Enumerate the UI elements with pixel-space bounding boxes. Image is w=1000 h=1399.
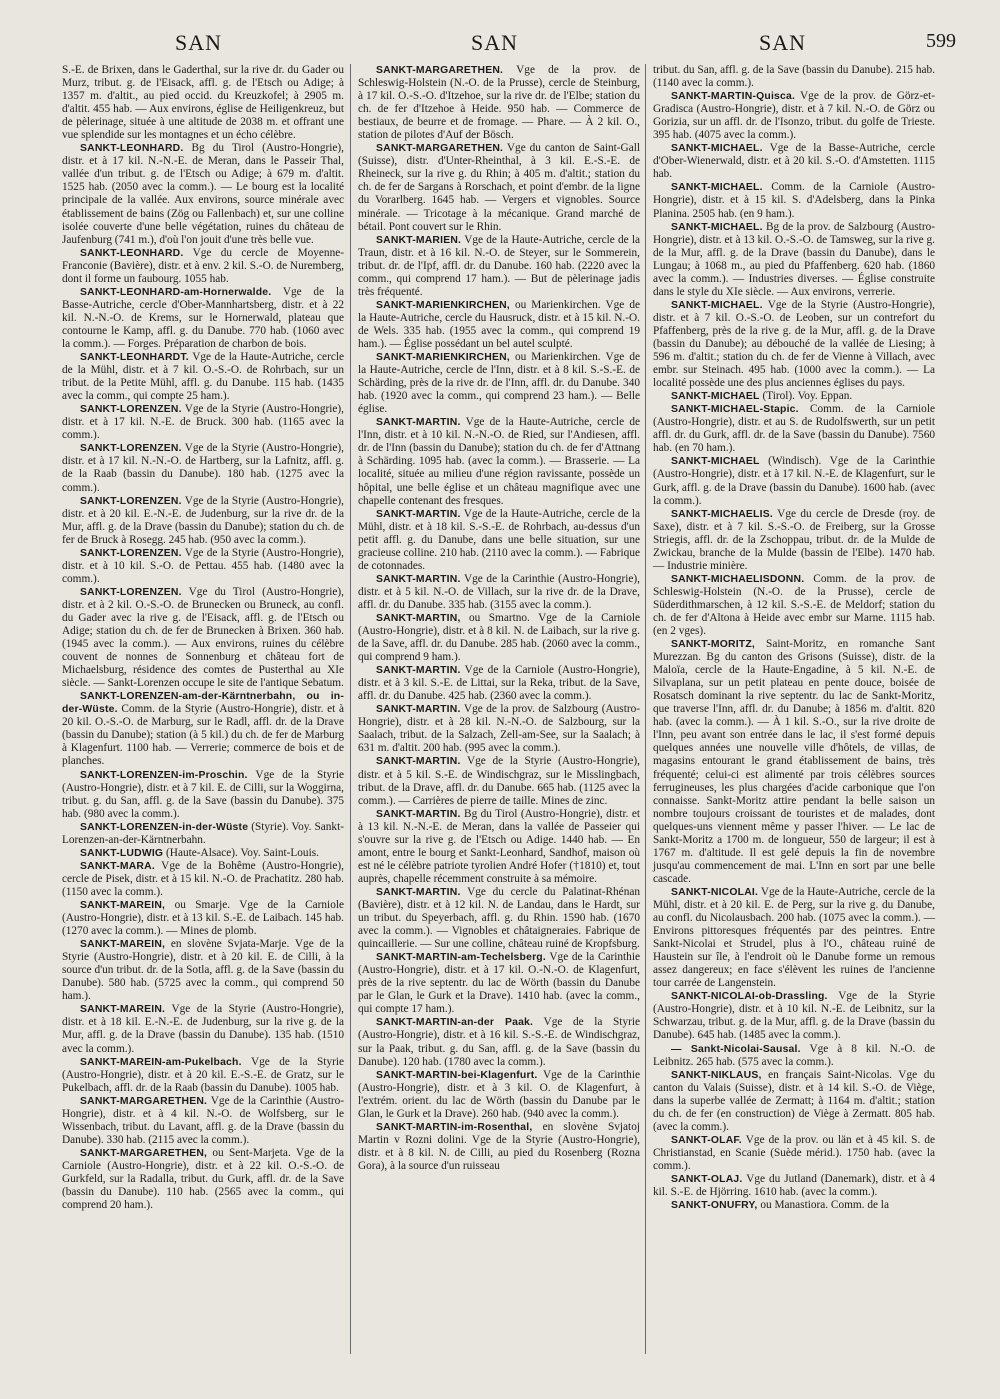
dictionary-entry [62, 690, 344, 768]
dictionary-entry [62, 938, 344, 1003]
dictionary-entry [358, 951, 640, 1016]
entry-text: Vge de la Styrie (Austro-Hongrie), distr. et à 20 kil. E.-S.-E. de Gratz, sur le Pukelbach, affl. dr. de la Raab (bassin du Danube). 1005 hab. [62, 1055, 345, 1094]
entry-text: ou Marienkirchen. Vge de la Haute-Autriche, cercle du Hausruck, distr. et à 15 kil. N.-O. de Wels. 335 hab. (1955 avec la comm., qui comprend 19 ham.). — Église possédant un bel autel sculpté. [358, 298, 641, 350]
entry-headword: SANKT-ONUFRY, [671, 1200, 758, 1212]
entry-text: Vge de la prov. de Schleswig-Holstein (N.-O. de la Prusse), cercle de Steinburg, à 17 kil. O.-S.-O. d'Itzehoe, sur la rive dr. de l'Elbe; station du ch. de fer d'Itzehoe à Heide. 950 hab. — Commerce de bestiaux, de beurre et de fromage. — Phare. — À 2 kil. O., station de pilotes d'Auf der Bösch. [358, 64, 640, 142]
dictionary-entry [653, 142, 935, 181]
dictionary-entry [358, 64, 640, 142]
entry-headword: SANKT-NICOLAI-ob-Drassling. [671, 991, 828, 1003]
entry-text: S.-E. de Brixen, dans le Gaderthal, sur la rive dr. du Gader ou Murz, tribut. g. de l'Eisack, affl. g. de l'Etsch ou Adige; à 1357 m. d'altit., au pied occid. du Kreuzkofel; à 2905 m. d'altit. 455 hab. — Aux environs, église de Heiligenkreuz, but de pèlerinage, située à une altitude de 2038 m. et offrant une vue splendide sur les montagnes et un écho célèbre. [62, 64, 344, 142]
dictionary-entry [653, 299, 935, 390]
dictionary-entry [358, 612, 640, 664]
dictionary-entry [62, 1095, 344, 1147]
entry-text: Vge de la Haute-Autriche, cercle de la Traun, distr. et à 16 kil. N.-O. de Steyer, sur le Sommerein, tribut. dr. de l'Ipf, affl. dr. du Danube. 160 hab. (2220 avec la comm., qui comprend 17 ham.). — But de pèlerinage jadis très fréquenté. [358, 233, 641, 298]
entry-headword: SANKT-MARTIN. [376, 508, 461, 520]
entry-headword: SANKT-MARIENKIRCHEN, [376, 352, 510, 364]
entry-headword: SANKT-LORENZEN-im-Proschin. [80, 769, 248, 781]
dictionary-entry [358, 573, 640, 612]
dictionary-entry [62, 899, 344, 938]
dictionary-entry [358, 703, 640, 755]
entry-text: Vge de la Carinthie (Austro-Hongrie), distr. et à 3 kil. O. de Klagenfurt, à l'extrém. orient. du lac de Wörth (bassin du Danube par le Glan, le Gurk et la Drave). 260 hab. (940 avec la comm.). [358, 1068, 640, 1120]
column-rule [645, 64, 646, 1354]
dictionary-entry [358, 299, 640, 351]
entry-text: (Tirol). Voy. Eppan. [762, 390, 853, 403]
dictionary-entry [358, 1069, 640, 1121]
entry-headword: SANKT-LEONHARD. [80, 143, 184, 155]
entry-headword: SANKT-LORENZEN. [80, 404, 182, 416]
entry-headword: SANKT-MARGARETHEN, [80, 1147, 208, 1159]
entry-text: en slovène Svjata-Marje. Vge de la Styrie (Austro-Hongrie), distr. et à 20 kil. E. de Cilli, à la source d'un tribut. dr. de la Sotla, affl. g. de la Save (bassin du Danube). 580 hab. (5725 avec la comm., qui comprend 50 ham.). [62, 938, 344, 1003]
entry-text: Comm. de la prov. de Schleswig-Holstein (N.-O. de la Prusse), cercle de Süderdithmarschen, à 12 kil. S.-S.-E. de Meldorf; station du ch. de fer d'Altona à Heide avec embr sur Marne. 1115 hab. (en 2 vges). [653, 572, 935, 638]
dictionary-entry [62, 286, 344, 351]
entry-headword: SANKT-MARIEN. [376, 234, 462, 246]
entry-text: Vge du Jutland (Danemark), distr. et à 4 kil. S.-E. de Hjörring. 1610 hab. (avec la comm.). [653, 1172, 935, 1199]
entry-text: tribut. du San, affl. g. de la Save (bassin du Danube). 215 hab. (1140 avec la comm.). [653, 64, 935, 90]
dictionary-entry [653, 90, 935, 142]
dictionary-entry [653, 1069, 935, 1134]
entry-headword: SANKT-MICHAEL. [671, 299, 763, 311]
dictionary-entry [358, 234, 640, 299]
dictionary-entry [653, 990, 935, 1042]
entry-text: Vge du cercle de Moyenne-Franconie (Bavière), distr. et à env. 2 kil. S.-O. de Nuremberg, dont il forme un faubourg. 1055 hab. [62, 246, 345, 285]
entry-headword: SANKT-MARTIN-Quisca. [671, 91, 796, 103]
entry-headword: SANKT-MICHAELISDONN. [671, 573, 805, 585]
entry-text: Vge de la prov. de Görz-et-Gradisca (Austro-Hongrie), distr. et à 7 kil. N.-O. de Görz ou Gorizia, sur un affl. dr. de l'Isonzo, tribut. du golfe de Trieste. 395 hab. (4075 avec la comm.). [653, 90, 936, 142]
entry-headword: SANKT-MARTIN. [376, 665, 461, 677]
entry-headword: SANKT-LORENZEN. [80, 547, 182, 559]
entry-text: Comm. de la Styrie (Austro-Hongrie), distr. et à 20 kil. O.-S.-O. de Marburg, sur le Radl, affl. dr. de la Drave (bassin du Danube); station (à 5 kil.) du ch. de fer de Marburg à Klagenfurt. 1100 hab. — Verrerie; commerce de bois et de planches. [62, 703, 345, 768]
dictionary-entry [358, 508, 640, 573]
entry-headword: SANKT-LORENZEN-in-der-Wüste [80, 821, 249, 833]
entry-headword: SANKT-MICHAEL. [671, 143, 763, 155]
text-column-middle [358, 64, 640, 1173]
entry-text: (Styrie). Voy. Sankt-Lorenzen-an-der-Kärntnerbahn. [62, 820, 344, 846]
entry-text: Vge de la Styrie (Austro-Hongrie), distr. et à 18 kil. E.-N.-E. de Judenburg, sur la rive g. de la Mur, affl. g. de la Drave (bassin du Danube). 135 hab. (1510 avec la comm.). [62, 1003, 344, 1055]
entry-headword: SANKT-MICHAEL. [671, 182, 763, 194]
dictionary-entry [62, 247, 344, 286]
entry-text: ou Manastiora. Comm. de la [760, 1199, 889, 1212]
entry-text: Bg du Tirol (Austro-Hongrie), distr. et à 17 kil. N.-N.-E. de Meran, dans le Passeir Thal, vallée d'un tribut. g. de l'Etsch ou Adige; à 679 m. d'altit. 1525 hab. (2050 avec la comm.). — Le bourg est la localité principale de la vallée. Aux environs, source minérale avec établissement de bains (Zög ou Fallenbach) et, sur une colline isolée couverte d'une belle végétation, ruines du château de Jaufenburg (741 m.), d'où l'on jouit d'une très belle vue. [62, 142, 344, 246]
text-column-left [62, 64, 344, 1212]
entry-headword: SANKT-NICOLAI. [671, 886, 759, 898]
entry-headword: SANKT-MICHAEL-Stapic. [671, 404, 799, 416]
entry-headword: SANKT-LEONHARD-am-Hornerwalde. [80, 286, 272, 298]
entry-headword: SANKT-MARTIN-am-Techelsberg. [376, 952, 546, 964]
dictionary-entry [62, 64, 344, 142]
entry-headword: SANKT-LUDWIG [80, 847, 164, 859]
entry-headword: SANKT-NIKLAUS, [671, 1069, 762, 1081]
dictionary-entry [653, 1173, 935, 1199]
dictionary-entry [62, 547, 344, 586]
entry-text: Vge de la Carniole (Austro-Hongrie), distr. et à 3 kil. S.-E. de Littai, sur la Reka, tribut. de la Save, affl. dr. du Danube. 425 hab. (2360 avec la comm.). [358, 664, 640, 703]
dictionary-entry [653, 403, 935, 455]
entry-text: Bg de la prov. de Salzbourg (Austro-Hongrie), distr. et à 13 kil. O.-S.-O. de Tamsweg, sur la rive g. de la Mur, affl. g. de la Drave (bassin du Danube), dans le Lungau; à 1068 m., au pied du Pfaffenberg. 620 hab. (1860 avec la comm.). — Industries diverses. — Église construite dans le style du XIe siècle. — Aux environs, verrerie. [653, 220, 935, 298]
entry-text: Vge de la Bohême (Austro-Hongrie), cercle de Pisek, distr. et à 15 kil. N.-O. de Prachatitz. 280 hab. (1150 avec la comm.). [62, 859, 344, 898]
dictionary-entry [62, 351, 344, 403]
entry-text: Vge de la Styrie (Austro-Hongrie), distr. et à 7 kil. E. de Cilli, sur la Woggirna, tribut. g. du San, affl. g. de la Save (bassin du Danube). 375 hab. (980 avec la comm.). [62, 768, 345, 820]
entry-text: ou Sent-Marjeta. Vge de la Carniole (Austro-Hongrie), distr. et à 22 kil. O.-S.-O. de Gurkfeld, sur la Radalla, tribut. du Gurk, affl. dr. de la Save (bassin du Danube). 110 hab. (2565 avec la comm., qui comprend 20 ham.). [62, 1146, 344, 1212]
entry-text: (Haute-Alsace). Voy. Saint-Louis. [166, 846, 319, 859]
entry-headword: SANKT-MICHAEL [671, 391, 760, 403]
dictionary-entry [62, 442, 344, 494]
dictionary-entry [358, 351, 640, 416]
entry-text: en français Saint-Nicolas. Vge du canton du Valais (Suisse), distr. et à 14 kil. S.-O. de Viège, dans la superbe vallée de Zermatt; à 1164 m. d'altit.; station du ch. de fer (en construction) de Viège à Zermatt. 805 hab. (avec la comm.). [653, 1068, 935, 1133]
entry-text: Vge de la Styrie (Austro-Hongrie), distr. et à 17 kil. N.-E. de Bruck. 300 hab. (1165 avec la comm.). [62, 403, 344, 442]
entry-text: Vge du cercle du Palatinat-Rhénan (Bavière), distr. et à 12 kil. N. de Landau, dans le Hardt, sur un tribut. du Speyerbach, affl. g. du Rhin. 1590 hab. (1670 avec la comm.). — Vignobles et châtaigneraies. Fabrique de quincaillerie. — Sur une colline, château ruiné de Kropfsburg. [358, 885, 641, 951]
entry-headword: SANKT-LEONHARDT. [80, 352, 189, 364]
entry-text: Vge de la Haute-Autriche, cercle de la Mühl, distr. et à 18 kil. S.-S.-E. de Rohrbach, au-dessus d'un petit affl. g. du Danube, dans une belle situation, sur une gracieuse colline. 210 hab. (2110 avec la comm.). — Fabrique de cotonnades. [358, 507, 641, 572]
dictionary-entry [653, 886, 935, 990]
dictionary-entry [653, 638, 935, 886]
dictionary-entry [358, 142, 640, 233]
dictionary-entry [62, 142, 344, 246]
entry-text: en slovène Svjatoj Martin v Rozni dolini. Vge de la Styrie (Austro-Hongrie), distr. et à 8 kil. N. de Cilli, au pied du Rosenberg (Rozna Gora), à la source d'un ruisseau [358, 1120, 640, 1172]
entry-text: Vge de la Styrie (Austro-Hongrie), distr. et à 10 kil. N.-E. de Leibnitz, sur la Schwarzau, tribut. g. de la Mur, affl. g. de la Drave (bassin du Danube). 645 hab. (1485 avec la comm.). [653, 990, 935, 1042]
entry-text: Vge de la Basse-Autriche, cercle d'Ober-Mannhartsberg, distr. et à 22 kil. N.-N.-O. de Krems, sur le Hornerwald, plateau que contourne le Kamp, affl. g. du Danube. 770 hab. (1060 avec la comm.). — Forges. Préparation de charbon de bois. [62, 285, 344, 350]
entry-headword: SANKT-MARTIN-bei-Klagenfurt. [376, 1069, 538, 1081]
entry-headword: SANKT-LORENZEN. [80, 495, 182, 507]
entry-headword: SANKT-MARTIN. [376, 756, 461, 768]
entry-headword: SANKT-MARTIN-im-Rosenthal, [376, 1121, 533, 1133]
entry-headword: SANKT-MAREIN, [80, 939, 166, 951]
dictionary-entry [62, 769, 344, 821]
dictionary-entry [62, 821, 344, 847]
entry-text: Vge de la Basse-Autriche, cercle d'Ober-Wienerwald, distr. et à 20 kil. S.-O. d'Amstetten. 1115 hab. [653, 142, 935, 181]
dictionary-entry [358, 1016, 640, 1068]
dictionary-entry [62, 1056, 344, 1095]
entry-headword: SANKT-MAREIN, [80, 900, 166, 911]
column-rule [350, 64, 351, 1354]
entry-text: Vge du cercle de Dresde (roy. de Saxe), distr. et à 7 kil. S.-S.-O. de Freiberg, sur la Grosse Striegis, affl. dr. de la Zschoppau, tribut. dr. de la Mulde de Zwickau, branche de la Mulde (bassin de l'Elbe). 1470 hab. — Industrie minière. [653, 507, 936, 572]
entry-headword: SANKT-MARIENKIRCHEN, [376, 299, 510, 311]
entry-text: Comm. de la Carniole (Austro-Hongrie), distr. et au S. de Rudolfswerth, sur un petit affl. dr. du Gurk, affl. dr. de la Save (bassin du Danube). 7560 hab. (en 70 ham.). [653, 403, 935, 455]
dictionary-entry [653, 221, 935, 299]
dictionary-entry [62, 1003, 344, 1055]
entry-headword: SANKT-MARTIN. [376, 808, 461, 820]
entry-headword: SANKT-MICHAEL. [671, 221, 763, 233]
dictionary-entry [653, 573, 935, 638]
entry-headword: SANKT-LORENZEN-am-der-Kärntnerbahn, ou in-der-Wüste. [62, 691, 344, 716]
entry-text: Vge de la Haute-Autriche, cercle de la Mühl, distr. et à 7 kil. O.-S.-O. de Rohrbach, sur un tribut. de la Petite Mühl, affl. g. du Danube. 115 hab. (1435 avec la comm., qui compte 25 ham.). [62, 351, 344, 403]
entry-text: Vge de la Styrie (Austro-Hongrie), distr. et à 7 kil. O.-S.-O. de Leoben, sur un contrefort du Pfaffenberg, près de la rive g. de la Mur, affl. g. de la Drave (bassin du Danube); au débouché de la vallée de Liesing; à 596 m. d'altit.; station du ch. de fer de Vienne à Villach, avec embr. sur Steinach. 495 hab. (1000 avec la comm.). — La localité possède une des plus anciennes églises du pays. [653, 298, 935, 390]
entry-text: Vge de la Styrie (Austro-Hongrie), distr. et à 17 kil. N.-N.-O. de Hartberg, sur la Lafnitz, affl. g. de la Raab (bassin du Danube). 180 hab. (1275 avec la comm.). [62, 442, 344, 494]
entry-headword: SANKT-MARGARETHEN. [80, 1095, 208, 1107]
entry-headword: SANKT-MARTIN. [376, 417, 461, 429]
entry-headword: SANKT-MARGARETHEN. [376, 65, 504, 76]
dictionary-entry [358, 808, 640, 886]
entry-text: Vge du canton de Saint-Gall (Suisse), distr. d'Unter-Rheinthal, à 3 kil. E.-S.-E. de Rheineck, sur la rive g. du Rhin; à 405 m. d'altit.; station du ch. de fer de Sargans à Rorschach, et point d'embr. de la ligne du Vorarlberg. 1645 hab. — Vergers et vignobles. Source minérale. — Tricotage à la mécanique. Grand marché de bétail. Pont couvert sur le Rhin. [358, 142, 641, 233]
entry-headword: SANKT-OLAF. [671, 1134, 742, 1146]
text-column-right [653, 64, 935, 1212]
page-number: 599 [926, 30, 956, 52]
dictionary-entry [653, 390, 935, 403]
entry-headword: SANKT-MORITZ, [671, 639, 755, 651]
dictionary-entry [62, 860, 344, 899]
dictionary-entry [62, 847, 344, 860]
entry-headword: SANKT-MARTIN-an-der Paak. [376, 1017, 534, 1029]
header-center-word: SAN [471, 30, 519, 55]
entry-headword: SANKT-MARTIN. [376, 704, 461, 716]
entry-text: Vge de la Haute-Autriche, cercle de l'Inn, distr. et à 10 kil. N.-N.-O. de Ried, sur l'Andiesen, affl. dr. de l'Inn (bassin du Danube); station du ch. de fer d'Attnang à Schärding. 1095 hab. (avec la comm.). — Brasserie. — La localité, située au milieu d'une région ravissante, possède un hôpital, une belle église et un château magnifique avec une chapelle contenant des fresques. [358, 416, 640, 507]
dictionary-entry [653, 508, 935, 573]
dictionary-entry [653, 1199, 935, 1212]
dictionary-entry [62, 1147, 344, 1212]
dictionary-entry [358, 755, 640, 807]
entry-headword: SANKT-LEONHARD. [80, 247, 184, 259]
entry-text: Vge de la Carinthie (Austro-Hongrie), distr. et à 5 kil. N.-O. de Villach, sur la rive dr. de la Drave, affl. dr. du Danube. 335 hab. (3155 avec la comm.). [358, 572, 641, 611]
entry-text: Vge à 8 kil. N.-O. de Leibnitz. 265 hab. (575 avec la comm.). [653, 1042, 935, 1068]
entry-headword: SANKT-LORENZEN. [80, 443, 182, 455]
running-header [0, 30, 1000, 60]
dictionary-entry [62, 586, 344, 690]
entry-text: Saint-Moritz, en romanche Sant Murezzan. Bg du canton des Grisons (Suisse), distr. de la Maloïa, cercle de la Haute-Engadine, à 5 kil. N.-E. de Silvaplana, sur un petit plateau en pente douce, boisée de Rosatsch dominant la rive septentr. du lac de Sankt-Moritz, que traverse l'Inn, affl. dr. du Danube; à 1856 m. d'altit. 820 hab. (avec la comm.). — À 1 kil. S.-O., sur la rive droite de l'Inn, peu avant son entrée dans le lac, il s'est formé depuis quelques années une nouvelle ville d'hôtels, de villas, de magasins entourant le grand établissement de bains, très fréquenté; celui-ci est alimenté par trois célèbres sources ferrugineuses, les plus chargées d'acide carbonique que l'on connaisse. Sankt-Moritz attire pendant la belle saison un nombre toujours croissant de touristes et de malades, dont quelques-uns viennent même y passer l'hiver. — Le lac de Sankt-Moritz a 1700 m. de longueur, 550 de largeur; il est à 1767 m. d'altitude. Il est gelé depuis la fin de novembre jusqu'au commencement de mai. L'Inn en sort par une belle cascade. [653, 638, 935, 885]
entry-headword: SANKT-MARTIN. [376, 573, 461, 585]
entry-text: Bg du Tirol (Austro-Hongrie), distr. et à 13 kil. N.-N.-E. de Meran, dans la vallée de Passeier qui s'ouvre sur la rive g. de l'Etsch ou Adige. 1440 hab. — En amont, entre le bourg et Sankt-Leonhard, Sandhof, maison où est né le célèbre patriote tyrolien André Hofer (†1810) et, tout auprès, chapelle récemment construite à sa mémoire. [358, 807, 641, 885]
entry-headword: SANKT-MARTIN. [376, 886, 461, 898]
entry-text: Vge de la Styrie (Austro-Hongrie), distr. et à 10 kil. S.-O. de Pettau. 455 hab. (1480 avec la comm.). [62, 546, 344, 585]
entry-text: (Windisch). Vge de la Carinthie (Austro-Hongrie), distr. et à 17 kil. N.-E. de Klagenfurt, sur le Gurk, affl. g. de la Drave (bassin du Danube). 1600 hab. (avec la comm.). [653, 455, 935, 507]
header-left-word: SAN [175, 30, 223, 55]
entry-text: Vge de la Styrie (Austro-Hongrie), distr. et à 20 kil. E.-N.-E. de Judenburg, sur la rive dr. de la Mur, affl. g. de la Drave (bassin du Danube); station du ch. de fer de Bruck à Rosegg. 245 hab. (950 avec la comm.). [62, 494, 344, 546]
entry-headword: SANKT-LORENZEN. [80, 586, 182, 598]
dictionary-entry [358, 416, 640, 507]
entry-headword: SANKT-MARA. [80, 860, 155, 872]
dictionary-entry [653, 1043, 935, 1069]
entry-text: Vge de la prov. ou län et à 45 kil. S. de Christianstad, en Scanie (Suède mérid.). 1750 hab. (avec la comm.). [653, 1133, 935, 1172]
dictionary-entry [653, 181, 935, 220]
dictionary-entry [62, 495, 344, 547]
entry-text: Vge de la Styrie (Austro-Hongrie), distr. et à 16 kil. S.-S.-E. de Windischgraz, sur la Paak, tribut. g. du San, affl. g. de la Save (bassin du Danube). 120 hab. (1780 avec la comm.). [358, 1016, 641, 1068]
entry-headword: SANKT-MICHAEL [671, 456, 760, 468]
entry-headword: SANKT-OLAJ. [671, 1173, 743, 1185]
dictionary-entry [358, 886, 640, 951]
entry-headword: SANKT-MAREIN-am-Pukelbach. [80, 1056, 242, 1068]
entry-headword: SANKT-MAREIN. [80, 1004, 166, 1016]
entry-text: Vge de la Haute-Autriche, cercle de la Mühl, distr. et à 20 kil. E. de Perg, sur la rive g. du Danube, au confl. du Nicolausbach. 200 hab. (1075 avec la comm.). — Environs pittoresques fréquentés par des peintres. Entre Sankt-Nicolai et Strudel, plus à l'O., château ruiné de Haustein sur île, à l'endroit où le Danube forme un remous assez dangereux; en face s'élèvent les ruines de l'ancienne tour carrée de Langenstein. [653, 885, 936, 990]
dictionary-entry [653, 1134, 935, 1173]
dictionary-entry [62, 403, 344, 442]
entry-text: Vge de la Carinthie (Austro-Hongrie), distr. et à 4 kil. N.-O. de Wolfsberg, sur le Wissenbach, tribut. du Lavant, affl. g. de la Drave (bassin du Danube). 330 hab. (2115 avec la comm.). [62, 1094, 344, 1146]
entry-text: ou Marienkirchen. Vge de la Haute-Autriche, cercle de l'Inn, distr. et à 8 kil. S.-S.-E. de Schärding, près de la rive dr. de l'Inn, affl. dr. du Danube. 340 hab. (1920 avec la comm., qui comprend 23 ham.). — Belle église. [358, 351, 641, 416]
entry-text: ou Smartno. Vge de la Carniole (Austro-Hongrie), distr. et à 8 kil. N. de Laibach, sur la rive g. de la Save, affl. dr. du Danube. 285 hab. (2060 avec la comm., qui comprend 9 ham.). [358, 611, 640, 664]
entry-headword: SANKT-MARTIN, [376, 612, 461, 624]
entry-text: ou Smarje. Vge de la Carniole (Austro-Hongrie), distr. et à 13 kil. S.-E. de Laibach. 145 hab. (1270 avec la comm.). — Mines de plomb. [62, 899, 344, 938]
entry-headword: SANKT-MICHAELIS. [671, 508, 773, 520]
dictionary-entry [358, 664, 640, 703]
dictionary-entry [653, 64, 935, 90]
entry-headword: SANKT-MARGARETHEN. [376, 143, 504, 155]
entry-headword: — Sankt-Nicolai-Sausal. [671, 1043, 801, 1055]
dictionary-entry [653, 455, 935, 507]
entry-text: Comm. de la Carniole (Austro-Hongrie), distr. et à 15 kil. S. d'Adelsberg, dans la Pinka Planina. 2505 hab. (en 9 ham.). [653, 181, 935, 220]
entry-text: Vge du Tirol (Austro-Hongrie), distr. et à 2 kil. O.-S.-O. de Brunecken ou Bruneck, au confl. du Gader avec la rive g. de l'Eisack, affl. g. de l'Etsch ou Adige; station du ch. de fer de Brunecken à Brixen. 360 hab. (1945 avec la comm.). — Aux environs, ruines du célèbre couvent de nonnes de Sonnenburg et château fort de Michaelsburg, résidence des comtes de Pusterthal au XIe siècle. — Sankt-Lorenzen occupe le site de l'antique Sebatum. [62, 585, 344, 690]
entry-text: Vge de la Styrie (Austro-Hongrie), distr. et à 5 kil. S.-E. de Windischgraz, sur le Misslingbach, tribut. de la Drave, affl. dr. du Danube. 665 hab. (1125 avec la comm.). — Carrières de pierre de taille. Mines de zinc. [358, 755, 640, 807]
entry-text: Vge de la Carinthie (Austro-Hongrie), distr. et à 17 kil. O.-N.-O. de Klagenfurt, près de la rive septentr. du lac de Wörth (bassin du Danube par le Glan, le Gurk et la Drave). 1410 hab. (avec la comm., qui compte 17 ham.). [358, 951, 640, 1016]
header-right-word: SAN [759, 30, 807, 55]
entry-text: Vge de la prov. de Salzbourg (Austro-Hongrie), distr. et à 28 kil. N.-N.-O. de Salzbourg, sur la Saalach, tribut. de la Salzach, Zell-am-See, sur la Saalach; à 631 m. d'altit. 200 hab. (995 avec la comm.). [358, 703, 641, 755]
dictionary-entry [358, 1121, 640, 1173]
